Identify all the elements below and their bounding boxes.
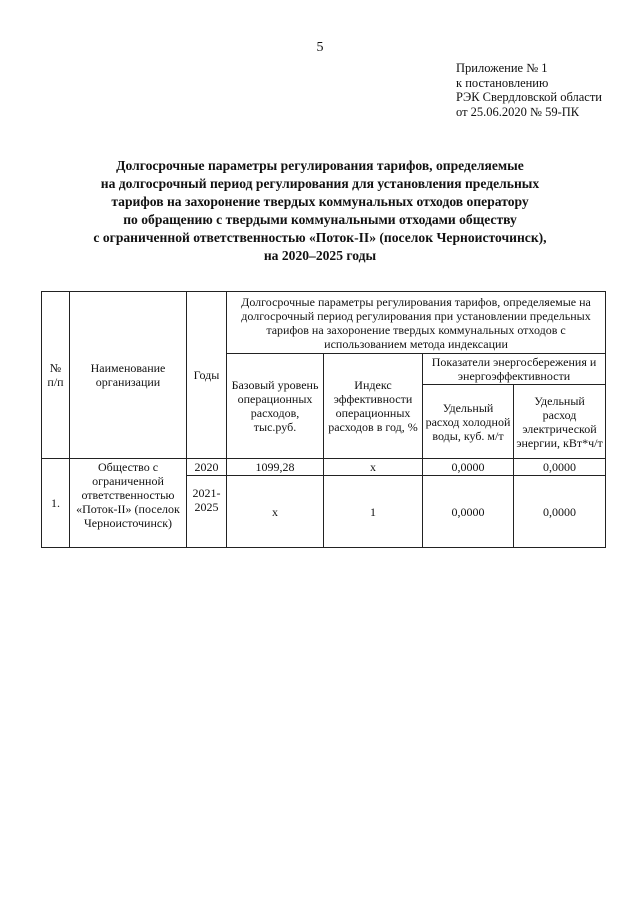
header-long-term-parameters: Долгосрочные параметры регулирования тарифов, определяемые на долгосрочный период регулирования при установлении предельных тарифов на захоронение твердых коммунальных отходов с использованием метода индексации bbox=[227, 292, 606, 354]
title-line: тарифов на захоронение твердых коммунальных отходов оператору bbox=[111, 194, 529, 209]
header-efficiency-index: Индекс эффективности операционных расходов в год, % bbox=[324, 354, 423, 459]
appendix-line: от 25.06.2020 № 59-ПК bbox=[456, 104, 580, 119]
appendix-note bbox=[456, 61, 636, 119]
header-base-operating-costs: Базовый уровень операционных расходов, тыс.руб. bbox=[227, 354, 324, 459]
row-efficiency-index: х bbox=[324, 459, 423, 476]
page-number: 5 bbox=[316, 40, 324, 55]
row-base-costs: 1099,28 bbox=[227, 459, 324, 476]
header-electricity-consumption: Удельный расход электрической энергии, кВт*ч/т bbox=[514, 385, 606, 459]
parameters-table bbox=[41, 291, 606, 548]
title-line: на долгосрочный период регулирования для установления предельных bbox=[100, 176, 540, 191]
header-organization: Наименование организации bbox=[70, 292, 187, 459]
row-electricity: 0,0000 bbox=[514, 476, 606, 548]
title-line: Долгосрочные параметры регулирования тарифов, определяемые bbox=[116, 158, 524, 173]
row-number: 1. bbox=[42, 459, 70, 548]
document-title bbox=[40, 157, 600, 265]
header-water-consumption: Удельный расход холодной воды, куб. м/т bbox=[423, 385, 514, 459]
row-electricity: 0,0000 bbox=[514, 459, 606, 476]
table-row bbox=[42, 459, 606, 476]
title-line: по обращению с твердыми коммунальными отходами обществу bbox=[123, 212, 517, 227]
row-water: 0,0000 bbox=[423, 459, 514, 476]
appendix-line: к постановлению bbox=[456, 75, 549, 90]
header-number: № п/п bbox=[42, 292, 70, 459]
row-base-costs: х bbox=[227, 476, 324, 548]
title-line: с ограниченной ответственностью «Поток-II» (поселок Черноисточинск), bbox=[93, 230, 547, 245]
header-years: Годы bbox=[187, 292, 227, 459]
appendix-line: Приложение № 1 bbox=[456, 61, 548, 75]
row-years: 2020 bbox=[187, 459, 227, 476]
row-organization: Общество с ограниченной ответственностью «Поток-II» (поселок Черноисточинск) bbox=[70, 459, 187, 548]
row-years: 2021-2025 bbox=[187, 476, 227, 548]
header-energy-indicators: Показатели энергосбережения и энергоэффективности bbox=[423, 354, 606, 385]
title-line: на 2020–2025 годы bbox=[263, 248, 377, 263]
row-efficiency-index: 1 bbox=[324, 476, 423, 548]
appendix-line: РЭК Свердловской области bbox=[456, 90, 602, 104]
row-water: 0,0000 bbox=[423, 476, 514, 548]
